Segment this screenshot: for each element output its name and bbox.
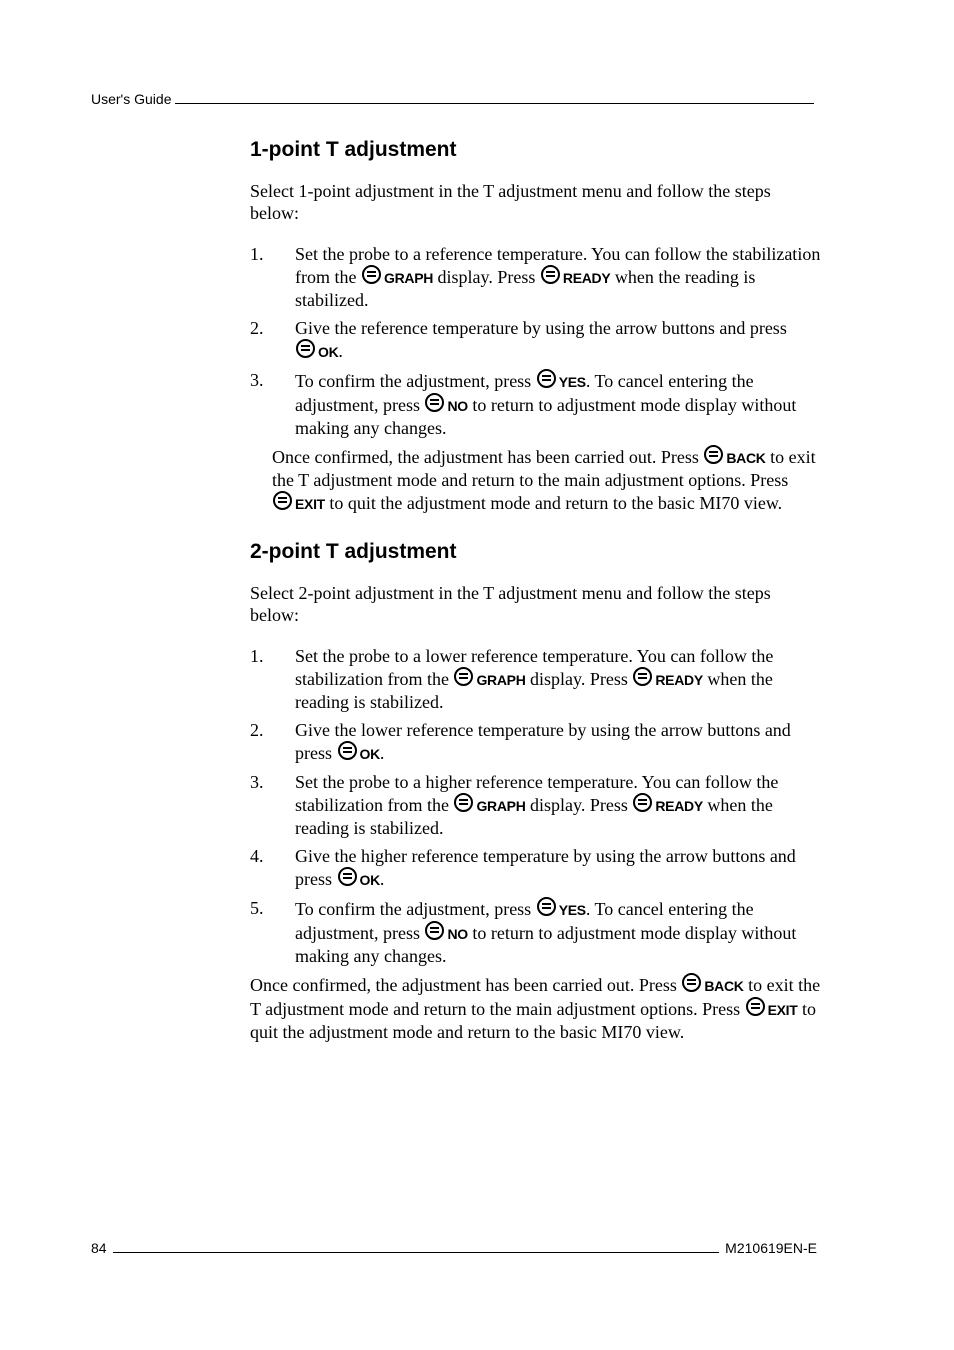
step-text — [295, 719, 822, 765]
ok-key — [337, 743, 380, 763]
footer-rule — [113, 1252, 720, 1253]
function-key-icon — [704, 445, 723, 464]
key-label: NO — [447, 398, 468, 414]
function-key-icon — [338, 741, 357, 760]
list-item — [250, 369, 822, 439]
step-text — [295, 243, 822, 311]
key-label: GRAPH — [383, 270, 434, 286]
function-key-icon — [682, 973, 701, 992]
key-label: READY — [562, 270, 611, 286]
step-number: 1. — [250, 244, 264, 264]
key-label: EXIT — [295, 496, 325, 512]
step-text — [295, 771, 822, 839]
text-run: display. Press — [433, 267, 540, 287]
text-run: Give the lower reference temperature by using the arrow buttons and press — [295, 720, 791, 763]
ready-key — [632, 669, 703, 689]
graph-key — [361, 267, 433, 287]
text-run: To confirm the adjustment, press — [295, 371, 536, 391]
function-key-icon — [338, 867, 357, 886]
text-run: when the reading is stabilized. — [295, 795, 773, 838]
text-run: display. Press — [525, 795, 633, 815]
key-label: GRAPH — [476, 672, 526, 688]
function-key-icon — [454, 793, 473, 812]
step-number: 1. — [250, 646, 264, 666]
text-run: . — [379, 743, 385, 763]
yes-key — [536, 899, 586, 919]
text-run: to return to adjustment mode display without making any changes. — [295, 395, 797, 438]
key-label: OK — [359, 872, 380, 888]
section-2point — [250, 539, 822, 1043]
text-run: Set the probe to a higher reference temperature. You can follow the stabilization from the — [295, 772, 779, 815]
key-label: YES — [558, 374, 586, 390]
text-run: Once confirmed, the adjustment has been carried out. Press — [272, 447, 704, 467]
graph-key — [453, 795, 525, 815]
list-item — [250, 719, 822, 765]
no-key — [424, 395, 467, 415]
section-1point — [250, 137, 822, 515]
step-number: 3. — [250, 370, 264, 390]
text-run: Give the reference temperature by using the arrow buttons and press — [295, 318, 787, 338]
function-key-icon — [541, 265, 560, 284]
step-text — [295, 645, 822, 713]
function-key-icon — [746, 997, 765, 1016]
step-number: 2. — [250, 318, 264, 338]
header-rule — [175, 103, 814, 104]
ok-key — [337, 869, 380, 889]
document-code: M210619EN-E — [725, 1240, 817, 1256]
graph-key — [453, 669, 525, 689]
key-label: NO — [447, 926, 468, 942]
page-header — [91, 91, 817, 107]
page-content — [250, 137, 822, 1043]
text-run: Once confirmed, the adjustment has been carried out. Press — [250, 975, 682, 995]
function-key-icon — [537, 897, 556, 916]
no-key — [424, 923, 467, 943]
text-run: . — [338, 341, 343, 361]
step-text — [295, 897, 822, 967]
text-run: to exit the T adjustment mode and return to the main adjustment options. Press — [272, 447, 816, 490]
section-intro: Select 1-point adjustment in the T adjustment menu and follow the steps below: — [250, 181, 771, 223]
function-key-icon — [425, 921, 444, 940]
section-heading: 1-point T adjustment — [250, 138, 457, 161]
key-label: BACK — [726, 450, 766, 466]
step-text — [295, 369, 822, 439]
text-run: . To cancel entering the adjustment, press — [295, 371, 754, 415]
key-label: OK — [359, 746, 380, 762]
text-run: . — [379, 869, 385, 889]
list-item — [250, 317, 822, 363]
list-item — [250, 243, 822, 311]
key-label: OK — [318, 344, 339, 360]
step-number: 3. — [250, 772, 264, 792]
section-note — [250, 973, 822, 1043]
text-run: To confirm the adjustment, press — [295, 899, 536, 919]
exit-key — [272, 493, 325, 513]
text-run: Set the probe to a reference temperature. You can follow the stabilization from the — [295, 244, 821, 287]
text-run: when the reading is stabilized. — [295, 669, 773, 712]
function-key-icon — [633, 793, 652, 812]
step-number: 2. — [250, 720, 264, 740]
function-key-icon — [454, 667, 473, 686]
section-heading: 2-point T adjustment — [250, 540, 457, 563]
text-run: to quit the adjustment mode and return to the basic MI70 view. — [324, 493, 783, 513]
ready-key — [632, 795, 703, 815]
function-key-icon — [362, 265, 381, 284]
function-key-icon — [273, 491, 292, 510]
text-run: Set the probe to a lower reference temperature. You can follow the stabilization from the — [295, 646, 774, 689]
text-run: to exit the T adjustment mode and return to the main adjustment options. Press — [250, 975, 821, 1019]
list-item — [250, 897, 822, 967]
steps-list — [250, 243, 822, 439]
function-key-icon — [296, 339, 315, 358]
key-label: YES — [558, 902, 586, 918]
text-run: . To cancel entering the adjustment, press — [295, 899, 754, 943]
text-run: to return to adjustment mode display without making any changes. — [295, 923, 797, 966]
key-label: BACK — [704, 978, 744, 994]
text-run: display. Press — [525, 669, 633, 689]
key-label: READY — [655, 672, 703, 688]
function-key-icon — [425, 393, 444, 412]
back-key — [703, 447, 765, 467]
page-number: 84 — [91, 1240, 107, 1256]
step-text — [295, 845, 822, 891]
steps-list — [250, 645, 822, 967]
page-footer — [91, 1240, 817, 1256]
key-label: EXIT — [767, 1002, 798, 1018]
text-run: to quit the adjustment mode and return to the basic MI70 view. — [250, 999, 817, 1042]
yes-key — [536, 371, 586, 391]
ready-key — [540, 267, 611, 287]
step-number: 4. — [250, 846, 264, 866]
function-key-icon — [537, 369, 556, 388]
key-label: READY — [655, 798, 703, 814]
section-note — [272, 445, 822, 515]
key-label: GRAPH — [476, 798, 526, 814]
list-item — [250, 771, 822, 839]
list-item — [250, 645, 822, 713]
text-run: when the reading is stabilized. — [295, 267, 756, 310]
list-item — [250, 845, 822, 891]
function-key-icon — [633, 667, 652, 686]
section-intro: Select 2-point adjustment in the T adjustment menu and follow the steps below: — [250, 583, 771, 625]
step-text — [295, 317, 822, 363]
step-number: 5. — [250, 898, 264, 918]
exit-key — [745, 999, 798, 1019]
text-run: Give the higher reference temperature by using the arrow buttons and press — [295, 846, 796, 889]
ok-key — [295, 341, 338, 361]
back-key — [681, 975, 743, 995]
header-title: User's Guide — [91, 91, 172, 107]
